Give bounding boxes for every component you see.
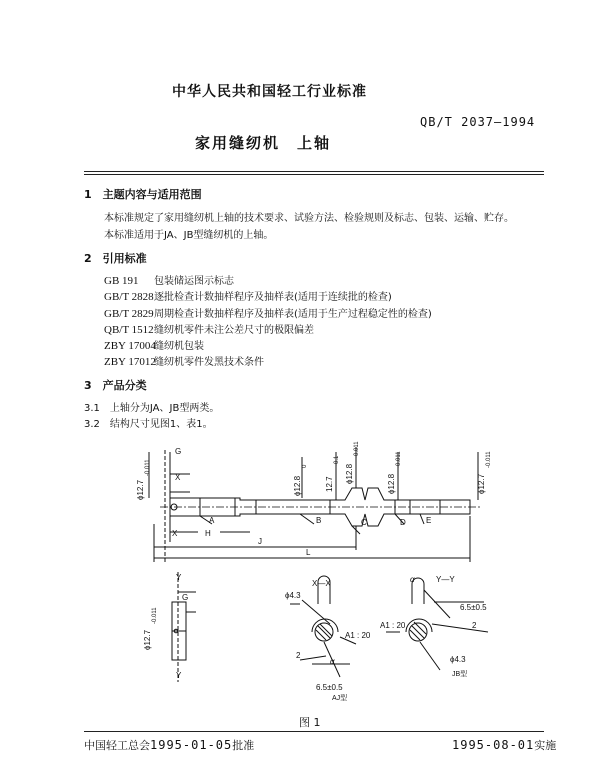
dim-d1: ϕ12.7: [136, 479, 145, 500]
label-jb-type: JB型: [452, 671, 468, 678]
tol-t5: -0.011: [396, 451, 402, 468]
dim-d7: ϕ12.7: [143, 629, 152, 650]
label-G: G: [175, 447, 182, 456]
document-title: 家用缝纫机 上轴: [195, 134, 332, 152]
label-Y-bot: Y: [176, 671, 182, 680]
approval-date: 1995-01-05: [150, 738, 233, 752]
dim-d2: ϕ12.8: [293, 475, 302, 496]
figure-caption: 图 1: [299, 716, 321, 729]
label-dim-right: 6.5±0.5: [460, 603, 487, 612]
label-A: A: [209, 516, 215, 525]
section-1-heading: 1 主题内容与适用范围: [84, 188, 202, 201]
dim-d5: ϕ12.8: [387, 473, 396, 494]
tol-t2: 0: [302, 464, 308, 468]
tol-t3: -0.1: [334, 455, 340, 466]
dim-d4: ϕ12.8: [345, 463, 354, 484]
label-L: L: [306, 548, 311, 557]
label-phi-right: ϕ4.3: [450, 655, 466, 664]
label-a1-left: A1 : 20: [345, 631, 371, 640]
dim-d6: ϕ12.7: [477, 473, 486, 494]
section-3-heading: 3 产品分类: [84, 379, 147, 392]
tol-t7: -0.011: [152, 607, 158, 624]
reference-item: [104, 353, 264, 368]
label-C: C: [361, 518, 367, 527]
figure-1-drawing: [0, 432, 600, 732]
reference-item: [104, 272, 234, 287]
reference-title: 缝纫机零件发黑技术条件: [154, 357, 264, 368]
reference-code: GB/T 2829: [104, 308, 154, 320]
reference-title: 包装储运图示标志: [154, 276, 234, 287]
reference-code: GB 191: [104, 275, 139, 287]
reference-code: ZBY 17012: [104, 356, 156, 368]
label-J: J: [258, 537, 262, 546]
reference-item: [104, 337, 204, 352]
standard-number: QB/T 2037—1994: [420, 115, 536, 129]
reference-code: ZBY 17004: [104, 340, 156, 352]
label-two-right: 2: [472, 621, 477, 630]
label-alpha-left: α: [330, 657, 335, 666]
dim-d3: 12.7: [325, 476, 334, 492]
label-aj-type: AJ型: [332, 695, 348, 702]
tol-t1: -0.011: [145, 459, 151, 476]
label-Y-top: Y: [176, 573, 182, 582]
implementation-date: 1995-08-01: [452, 738, 535, 752]
label-two-left: 2: [296, 651, 301, 660]
reference-item: [104, 288, 392, 303]
label-B: B: [316, 516, 322, 525]
label-section-XX: X—X: [312, 579, 331, 588]
label-phi-left: ϕ4.3: [285, 591, 301, 600]
label-H: H: [205, 529, 211, 538]
reference-title: 周期检查计数抽样程序及抽样表(适用于生产过程稳定性的检查): [154, 309, 432, 320]
label-section-YY: Y—Y: [436, 575, 455, 584]
header-rule-bottom: [84, 174, 544, 175]
footer-rule: [84, 731, 544, 732]
reference-code: QB/T 1512: [104, 324, 154, 336]
section-3-item-2: 3.2 结构尺寸见图1、表1。: [84, 419, 213, 430]
reference-title: 缝纫机零件未注公差尺寸的极限偏差: [154, 325, 314, 336]
reference-item: [104, 321, 314, 336]
header-rule-top: [84, 171, 544, 172]
implementation-suffix: 实施: [534, 739, 557, 752]
label-X: X: [175, 473, 181, 482]
label-D: D: [400, 518, 406, 527]
label-G2: G: [182, 593, 189, 602]
section-1-para-2: 本标准适用于JA、JB型缝纫机的上轴。: [104, 230, 274, 241]
label-X-dim: X: [172, 529, 178, 538]
reference-code: GB/T 2828: [104, 291, 154, 303]
implementation-line: [452, 737, 556, 753]
section-1-para-1: 本标准规定了家用缝纫机上轴的技术要求、试验方法、检验规则及标志、包装、运输、贮存。: [104, 213, 514, 224]
label-dim-left: 6.5±0.5: [316, 683, 343, 692]
approval-suffix: 批准: [232, 739, 255, 752]
label-alpha-right: α: [410, 575, 415, 584]
reference-title: 缝纫机包装: [154, 341, 204, 352]
section-2-heading: 2 引用标准: [84, 252, 147, 265]
reference-title: 逐批检查计数抽样程序及抽样表(适用于连续批的检查): [154, 292, 392, 303]
tol-t6: -0.011: [486, 451, 492, 468]
approval-line: [84, 737, 254, 753]
tol-t4: -0.011: [354, 441, 360, 458]
reference-item: [104, 305, 432, 320]
issuing-organization: 中华人民共和国轻工行业标准: [172, 84, 367, 100]
approval-org: 中国轻工总会: [84, 739, 150, 752]
label-E: E: [426, 516, 432, 525]
label-a1-right: A1 : 20: [380, 621, 406, 630]
section-3-item-1: 3.1 上轴分为JA、JB型两类。: [84, 403, 220, 414]
